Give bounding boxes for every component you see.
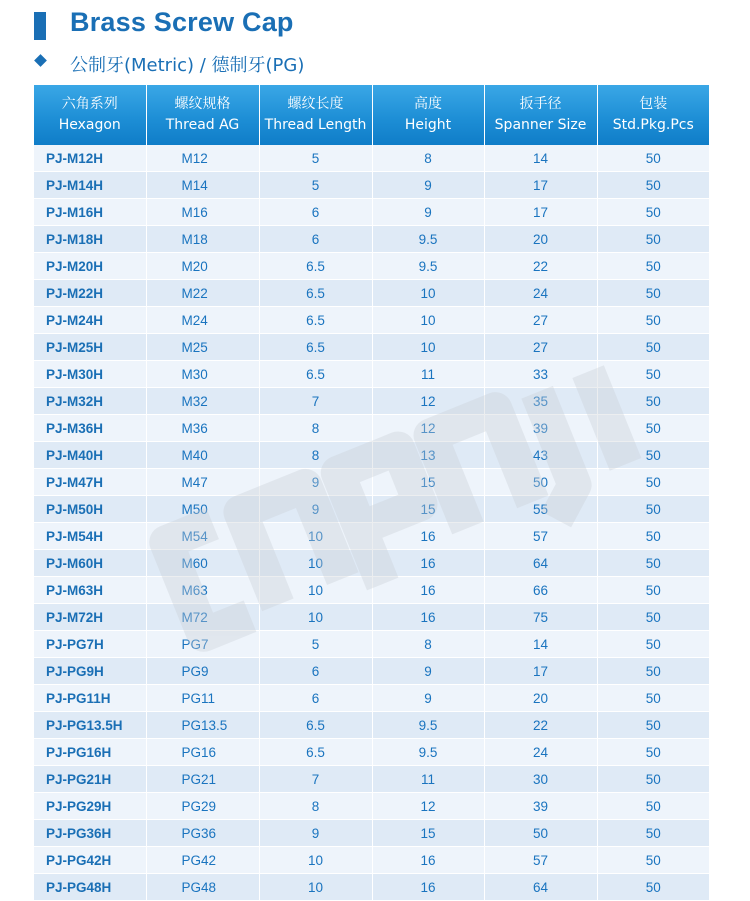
cell-thread-length: 6 xyxy=(259,226,372,253)
cell-std-pkg: 50 xyxy=(597,793,709,820)
cell-thread-length: 10 xyxy=(259,523,372,550)
cell-model: PJ-PG36H xyxy=(34,820,146,847)
cell-thread-length: 9 xyxy=(259,820,372,847)
cell-spanner-size: 33 xyxy=(484,361,597,388)
cell-thread-length: 8 xyxy=(259,442,372,469)
cell-thread-length: 6.5 xyxy=(259,739,372,766)
cell-std-pkg: 50 xyxy=(597,145,709,172)
table-row xyxy=(34,766,709,793)
cell-model: PJ-PG11H xyxy=(34,685,146,712)
cell-spanner-size: 43 xyxy=(484,442,597,469)
cell-thread: M22 xyxy=(146,280,259,307)
table-row xyxy=(34,361,709,388)
cell-height: 12 xyxy=(372,415,484,442)
cell-model: PJ-PG9H xyxy=(34,658,146,685)
cell-height: 15 xyxy=(372,469,484,496)
cell-height: 16 xyxy=(372,550,484,577)
cell-std-pkg: 50 xyxy=(597,577,709,604)
cell-thread: PG29 xyxy=(146,793,259,820)
cell-height: 8 xyxy=(372,631,484,658)
cell-std-pkg: 50 xyxy=(597,199,709,226)
cell-thread: PG7 xyxy=(146,631,259,658)
table-row xyxy=(34,847,709,874)
cell-std-pkg: 50 xyxy=(597,172,709,199)
cell-std-pkg: 50 xyxy=(597,496,709,523)
cell-std-pkg: 50 xyxy=(597,307,709,334)
cell-model: PJ-PG48H xyxy=(34,874,146,901)
cell-height: 12 xyxy=(372,793,484,820)
cell-thread: PG13.5 xyxy=(146,712,259,739)
page-title: Brass Screw Cap xyxy=(70,7,294,37)
cell-std-pkg: 50 xyxy=(597,739,709,766)
table-row xyxy=(34,442,709,469)
cell-thread-length: 5 xyxy=(259,172,372,199)
cell-height: 11 xyxy=(372,766,484,793)
cell-thread: M63 xyxy=(146,577,259,604)
header-zh: 包装 xyxy=(639,96,668,112)
cell-spanner-size: 57 xyxy=(484,523,597,550)
cell-model: PJ-M47H xyxy=(34,469,146,496)
cell-std-pkg: 50 xyxy=(597,442,709,469)
header-zh: 高度 xyxy=(414,96,442,112)
cell-model: PJ-PG13.5H xyxy=(34,712,146,739)
cell-model: PJ-M14H xyxy=(34,172,146,199)
cell-std-pkg: 50 xyxy=(597,820,709,847)
table-row xyxy=(34,145,709,172)
cell-spanner-size: 20 xyxy=(484,226,597,253)
cell-spanner-size: 27 xyxy=(484,334,597,361)
cell-model: PJ-M24H xyxy=(34,307,146,334)
cell-std-pkg: 50 xyxy=(597,388,709,415)
table-row xyxy=(34,577,709,604)
cell-thread-length: 9 xyxy=(259,469,372,496)
cell-height: 15 xyxy=(372,496,484,523)
header-zh: 螺纹长度 xyxy=(287,96,344,112)
cell-height: 16 xyxy=(372,847,484,874)
cell-height: 9.5 xyxy=(372,226,484,253)
cell-thread-length: 10 xyxy=(259,577,372,604)
cell-std-pkg: 50 xyxy=(597,253,709,280)
cell-std-pkg: 50 xyxy=(597,712,709,739)
spec-table xyxy=(34,85,709,901)
cell-thread-length: 8 xyxy=(259,415,372,442)
header-std-pkg xyxy=(597,85,709,145)
cell-thread: M24 xyxy=(146,307,259,334)
cell-thread-length: 5 xyxy=(259,631,372,658)
cell-std-pkg: 50 xyxy=(597,874,709,901)
cell-spanner-size: 17 xyxy=(484,199,597,226)
cell-std-pkg: 50 xyxy=(597,280,709,307)
table-row xyxy=(34,604,709,631)
table-row xyxy=(34,226,709,253)
cell-model: PJ-M16H xyxy=(34,199,146,226)
cell-spanner-size: 64 xyxy=(484,874,597,901)
cell-height: 9 xyxy=(372,172,484,199)
cell-std-pkg: 50 xyxy=(597,550,709,577)
cell-spanner-size: 66 xyxy=(484,577,597,604)
cell-height: 9 xyxy=(372,199,484,226)
cell-std-pkg: 50 xyxy=(597,226,709,253)
cell-thread-length: 10 xyxy=(259,874,372,901)
cell-model: PJ-M63H xyxy=(34,577,146,604)
cell-model: PJ-M25H xyxy=(34,334,146,361)
header-spanner-size xyxy=(484,85,597,145)
cell-std-pkg: 50 xyxy=(597,415,709,442)
cell-spanner-size: 17 xyxy=(484,172,597,199)
cell-spanner-size: 39 xyxy=(484,415,597,442)
cell-thread-length: 10 xyxy=(259,604,372,631)
cell-thread-length: 6 xyxy=(259,685,372,712)
cell-thread-length: 9 xyxy=(259,496,372,523)
cell-thread-length: 8 xyxy=(259,793,372,820)
cell-thread-length: 6.5 xyxy=(259,280,372,307)
table-row xyxy=(34,631,709,658)
cell-model: PJ-M50H xyxy=(34,496,146,523)
cell-std-pkg: 50 xyxy=(597,334,709,361)
cell-spanner-size: 55 xyxy=(484,496,597,523)
cell-std-pkg: 50 xyxy=(597,469,709,496)
spec-table-body xyxy=(34,145,709,901)
cell-std-pkg: 50 xyxy=(597,685,709,712)
cell-spanner-size: 27 xyxy=(484,307,597,334)
cell-spanner-size: 50 xyxy=(484,820,597,847)
cell-height: 13 xyxy=(372,442,484,469)
cell-thread: M12 xyxy=(146,145,259,172)
cell-height: 16 xyxy=(372,523,484,550)
cell-thread: M47 xyxy=(146,469,259,496)
title-accent-bar xyxy=(34,12,46,40)
cell-spanner-size: 22 xyxy=(484,253,597,280)
diamond-bullet-icon xyxy=(34,54,47,67)
cell-model: PJ-PG21H xyxy=(34,766,146,793)
cell-height: 10 xyxy=(372,307,484,334)
cell-spanner-size: 14 xyxy=(484,631,597,658)
table-row xyxy=(34,253,709,280)
cell-thread-length: 6.5 xyxy=(259,361,372,388)
header-zh: 螺纹规格 xyxy=(174,96,231,112)
table-row xyxy=(34,280,709,307)
cell-thread: M60 xyxy=(146,550,259,577)
cell-spanner-size: 39 xyxy=(484,793,597,820)
cell-height: 8 xyxy=(372,145,484,172)
cell-height: 11 xyxy=(372,361,484,388)
cell-thread: M36 xyxy=(146,415,259,442)
table-row xyxy=(34,469,709,496)
table-row xyxy=(34,874,709,901)
table-row xyxy=(34,172,709,199)
cell-thread-length: 6 xyxy=(259,658,372,685)
header-en: Spanner Size xyxy=(494,117,587,133)
cell-thread: PG36 xyxy=(146,820,259,847)
table-row xyxy=(34,523,709,550)
cell-thread: PG11 xyxy=(146,685,259,712)
cell-std-pkg: 50 xyxy=(597,847,709,874)
table-row xyxy=(34,496,709,523)
header-en: Thread Length xyxy=(264,117,367,133)
cell-thread-length: 7 xyxy=(259,388,372,415)
cell-thread: M72 xyxy=(146,604,259,631)
table-row xyxy=(34,199,709,226)
table-row xyxy=(34,739,709,766)
cell-height: 9.5 xyxy=(372,253,484,280)
cell-model: PJ-M30H xyxy=(34,361,146,388)
cell-model: PJ-M18H xyxy=(34,226,146,253)
header-thread-ag xyxy=(146,85,259,145)
cell-thread-length: 10 xyxy=(259,847,372,874)
table-row xyxy=(34,388,709,415)
cell-model: PJ-M40H xyxy=(34,442,146,469)
header-en: Std.Pkg.Pcs xyxy=(612,117,694,133)
cell-thread-length: 6.5 xyxy=(259,712,372,739)
table-row xyxy=(34,685,709,712)
header-zh: 扳手径 xyxy=(519,96,562,112)
cell-thread-length: 6.5 xyxy=(259,307,372,334)
cell-thread: M32 xyxy=(146,388,259,415)
cell-height: 16 xyxy=(372,604,484,631)
cell-height: 9.5 xyxy=(372,739,484,766)
cell-spanner-size: 64 xyxy=(484,550,597,577)
cell-spanner-size: 50 xyxy=(484,469,597,496)
header-zh: 六角系列 xyxy=(61,96,118,112)
cell-height: 10 xyxy=(372,280,484,307)
cell-thread: M14 xyxy=(146,172,259,199)
cell-spanner-size: 22 xyxy=(484,712,597,739)
cell-thread: PG21 xyxy=(146,766,259,793)
table-row xyxy=(34,658,709,685)
header-height xyxy=(372,85,484,145)
cell-height: 12 xyxy=(372,388,484,415)
cell-thread: PG9 xyxy=(146,658,259,685)
cell-thread: M16 xyxy=(146,199,259,226)
header-en: Thread AG xyxy=(165,117,240,133)
table-row xyxy=(34,307,709,334)
cell-spanner-size: 17 xyxy=(484,658,597,685)
table-row xyxy=(34,820,709,847)
cell-std-pkg: 50 xyxy=(597,604,709,631)
cell-std-pkg: 50 xyxy=(597,523,709,550)
cell-thread: M54 xyxy=(146,523,259,550)
table-row xyxy=(34,550,709,577)
cell-thread: PG42 xyxy=(146,847,259,874)
cell-spanner-size: 30 xyxy=(484,766,597,793)
header-hexagon xyxy=(34,85,146,145)
cell-spanner-size: 35 xyxy=(484,388,597,415)
cell-thread: M20 xyxy=(146,253,259,280)
cell-thread: M25 xyxy=(146,334,259,361)
cell-std-pkg: 50 xyxy=(597,766,709,793)
cell-height: 16 xyxy=(372,874,484,901)
page-subtitle: 公制牙(Metric) / 德制牙(PG) xyxy=(70,55,305,76)
cell-std-pkg: 50 xyxy=(597,658,709,685)
cell-spanner-size: 14 xyxy=(484,145,597,172)
cell-thread: PG16 xyxy=(146,739,259,766)
cell-thread: M40 xyxy=(146,442,259,469)
cell-model: PJ-PG16H xyxy=(34,739,146,766)
cell-spanner-size: 20 xyxy=(484,685,597,712)
cell-height: 9.5 xyxy=(372,712,484,739)
cell-thread: M30 xyxy=(146,361,259,388)
cell-std-pkg: 50 xyxy=(597,361,709,388)
cell-model: PJ-M22H xyxy=(34,280,146,307)
cell-model: PJ-PG7H xyxy=(34,631,146,658)
cell-std-pkg: 50 xyxy=(597,631,709,658)
cell-thread: PG48 xyxy=(146,874,259,901)
cell-thread: M50 xyxy=(146,496,259,523)
cell-height: 15 xyxy=(372,820,484,847)
cell-height: 10 xyxy=(372,334,484,361)
cell-height: 9 xyxy=(372,685,484,712)
cell-model: PJ-M60H xyxy=(34,550,146,577)
header-thread-length xyxy=(259,85,372,145)
cell-model: PJ-PG42H xyxy=(34,847,146,874)
cell-height: 9 xyxy=(372,658,484,685)
cell-model: PJ-M54H xyxy=(34,523,146,550)
cell-model: PJ-M32H xyxy=(34,388,146,415)
cell-model: PJ-PG29H xyxy=(34,793,146,820)
cell-spanner-size: 24 xyxy=(484,280,597,307)
cell-model: PJ-M72H xyxy=(34,604,146,631)
cell-thread-length: 6.5 xyxy=(259,334,372,361)
cell-spanner-size: 57 xyxy=(484,847,597,874)
cell-height: 16 xyxy=(372,577,484,604)
table-header-row xyxy=(34,85,709,145)
cell-spanner-size: 75 xyxy=(484,604,597,631)
cell-thread-length: 7 xyxy=(259,766,372,793)
header-en: Height xyxy=(404,117,452,133)
cell-thread-length: 6.5 xyxy=(259,253,372,280)
cell-model: PJ-M36H xyxy=(34,415,146,442)
cell-thread-length: 10 xyxy=(259,550,372,577)
cell-thread: M18 xyxy=(146,226,259,253)
cell-model: PJ-M12H xyxy=(34,145,146,172)
table-row xyxy=(34,415,709,442)
table-row xyxy=(34,793,709,820)
cell-model: PJ-M20H xyxy=(34,253,146,280)
cell-thread-length: 5 xyxy=(259,145,372,172)
table-row xyxy=(34,712,709,739)
cell-spanner-size: 24 xyxy=(484,739,597,766)
cell-thread-length: 6 xyxy=(259,199,372,226)
table-row xyxy=(34,334,709,361)
header-en: Hexagon xyxy=(58,117,121,133)
